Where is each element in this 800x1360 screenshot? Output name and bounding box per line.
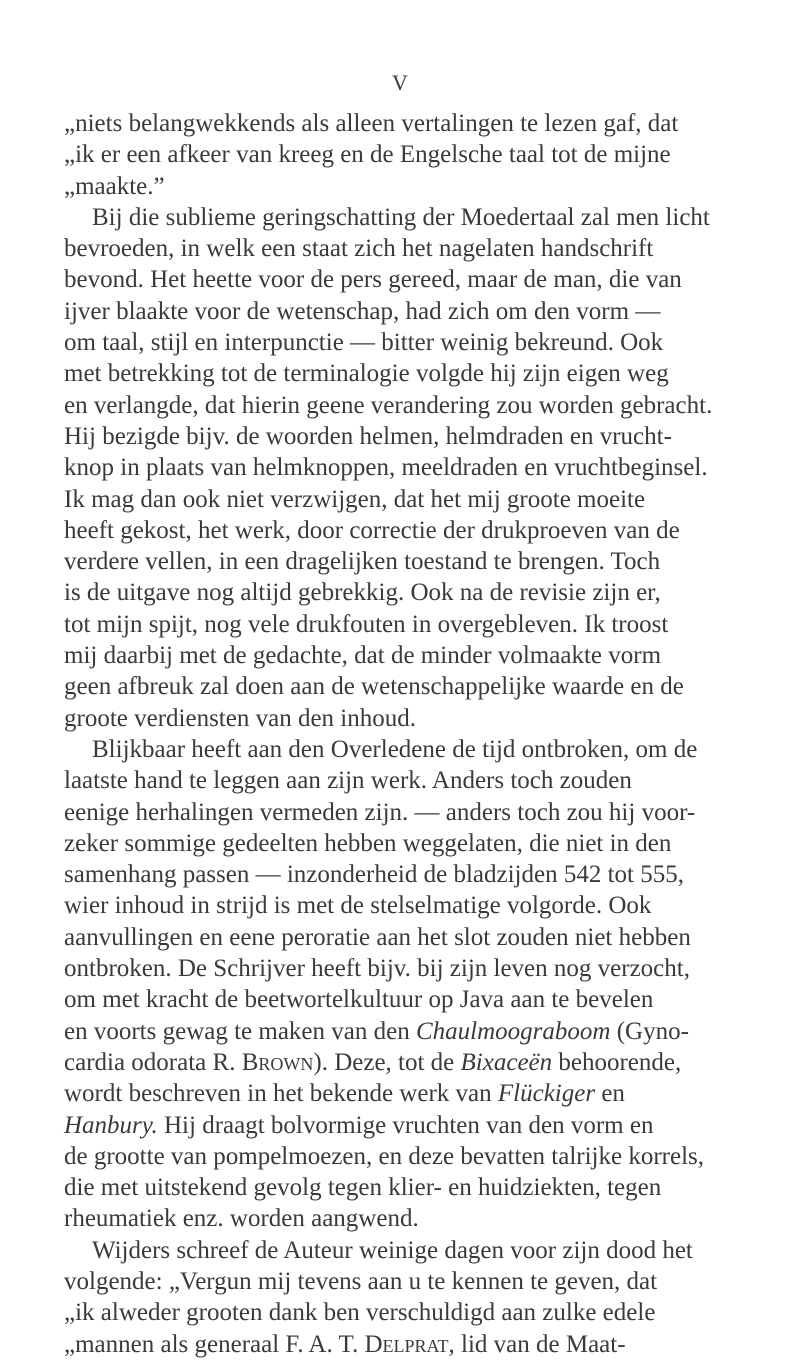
text-segment: cardia odorata R. — [64, 1048, 236, 1076]
text-line-23: eenige herhalingen vermeden zijn. — anders toch zou hij voor- — [64, 798, 696, 826]
page-number: V — [392, 70, 408, 95]
text-line-26: wier inhoud in strijd is met de stelselmatige volgorde. Ook — [64, 892, 652, 920]
text-line-6: bevond. Het heette voor de pers gereed, maar de man, die van — [64, 266, 682, 294]
text-line-32 — [64, 1078, 740, 1109]
text-line-36: rheumatiek enz. worden aangwend. — [64, 1205, 419, 1233]
text-line-12: knop in plaats van helmknoppen, meeldraden en vruchtbeginsel. — [64, 454, 708, 482]
author-name: Brown — [241, 1048, 314, 1076]
text-line-35: die met uitstekend gevolg tegen klier- en huidziekten, tegen — [64, 1174, 662, 1202]
text-line-40 — [64, 1329, 740, 1360]
text-line-1: „niets belangwekkends als alleen vertalingen te lezen gaf, dat — [64, 110, 679, 137]
text-segment: (Gyno- — [616, 1017, 689, 1045]
text-line-33 — [64, 1110, 740, 1141]
text-segment: Hij draagt bolvormige vruchten van den vorm en — [164, 1111, 654, 1139]
italic-term: Flückiger — [497, 1080, 596, 1108]
text-line-37: Wijders schreef de Auteur weinige dagen voor zijn dood het — [92, 1236, 693, 1264]
author-name: Delprat, — [364, 1330, 455, 1358]
italic-term: Chaulmoograboom — [415, 1017, 611, 1045]
body-text — [64, 108, 740, 1360]
text-line-4: Bij die sublieme geringschatting der Moedertaal zal men licht — [92, 203, 710, 231]
text-line-30 — [64, 1016, 740, 1047]
text-line-39: „ik alweder grooten dank ben verschuldigd aan zulke edele — [64, 1299, 656, 1327]
text-line-17: tot mijn spijt, nog vele drukfouten in overgebleven. Ik troost — [64, 610, 669, 638]
text-line-15: verdere vellen, in een dragelijken toestand te brengen. Toch — [64, 548, 661, 576]
text-line-18: mij daarbij met de gedachte, dat de minder volmaakte vorm — [64, 642, 662, 670]
text-line-34: de grootte van pompelmoezen, en deze bevatten talrijke korrels, — [64, 1142, 705, 1170]
text-segment: wordt beschreven in het bekende werk van — [64, 1080, 492, 1108]
text-line-14: heeft gekost, het werk, door correctie der drukproeven van de — [64, 516, 680, 544]
text-line-24: zeker sommige gedeelten hebben weggelaten, die niet in den — [64, 829, 672, 857]
text-line-22: laatste hand te leggen aan zijn werk. Anders toch zouden — [64, 767, 632, 795]
text-line-19: geen afbreuk zal doen aan de wetenschappelijke waarde en de — [64, 673, 684, 701]
text-segment: „mannen als generaal F. A. T. — [64, 1330, 359, 1358]
text-line-9: met betrekking tot de terminalogie volgde hij zijn eigen weg — [64, 360, 669, 388]
text-line-20: groote verdiensten van den inhoud. — [64, 704, 416, 732]
text-line-10: en verlangde, dat hierin geene verandering zou worden gebracht. — [64, 391, 713, 419]
text-line-8: om taal, stijl en interpunctie — bitter weinig bekreund. Ook — [64, 329, 664, 357]
text-line-27: aanvullingen en eene peroratie aan het slot zouden niet hebben — [64, 923, 691, 951]
text-line-28: ontbroken. De Schrijver heeft bijv. bij zijn leven nog verzocht, — [64, 955, 690, 983]
text-segment: en voorts gewag te maken van den — [64, 1017, 410, 1045]
text-segment: lid van de Maat- — [461, 1330, 626, 1358]
text-line-11: Hij bezigde bijv. de woorden helmen, helmdraden en vrucht- — [64, 422, 672, 450]
italic-term: Hanbury. — [64, 1111, 158, 1139]
text-segment: en — [601, 1080, 625, 1108]
text-line-16: is de uitgave nog altijd gebrekkig. Ook na de revisie zijn er, — [64, 579, 661, 607]
text-line-21: Blijkbaar heeft aan den Overledene de tijd ontbroken, om de — [92, 735, 698, 763]
text-line-2: „ik er een afkeer van kreeg en de Engelsche taal tot de mijne — [64, 141, 671, 169]
text-line-3: „maakte.” — [64, 172, 165, 200]
text-line-13: Ik mag dan ook niet verzwijgen, dat het mij groote moeite — [64, 485, 646, 513]
text-line-7: ijver blaakte voor de wetenschap, had zich om den vorm — — [64, 297, 661, 325]
text-line-29: om met kracht de beetwortelkultuur op Java aan te bevelen — [64, 986, 654, 1014]
text-segment: behoorende, — [558, 1048, 682, 1076]
text-segment: ). Deze, tot de — [313, 1048, 455, 1076]
text-line-38: volgende: „Vergun mij tevens aan u te kennen te geven, dat — [64, 1267, 658, 1295]
text-line-25: samenhang passen — inzonderheid de bladzijden 542 tot 555, — [64, 861, 684, 889]
text-line-31 — [64, 1047, 740, 1078]
italic-term: Bixaceën — [460, 1048, 553, 1076]
text-line-5: bevroeden, in welk een staat zich het nagelaten handschrift — [64, 235, 654, 263]
